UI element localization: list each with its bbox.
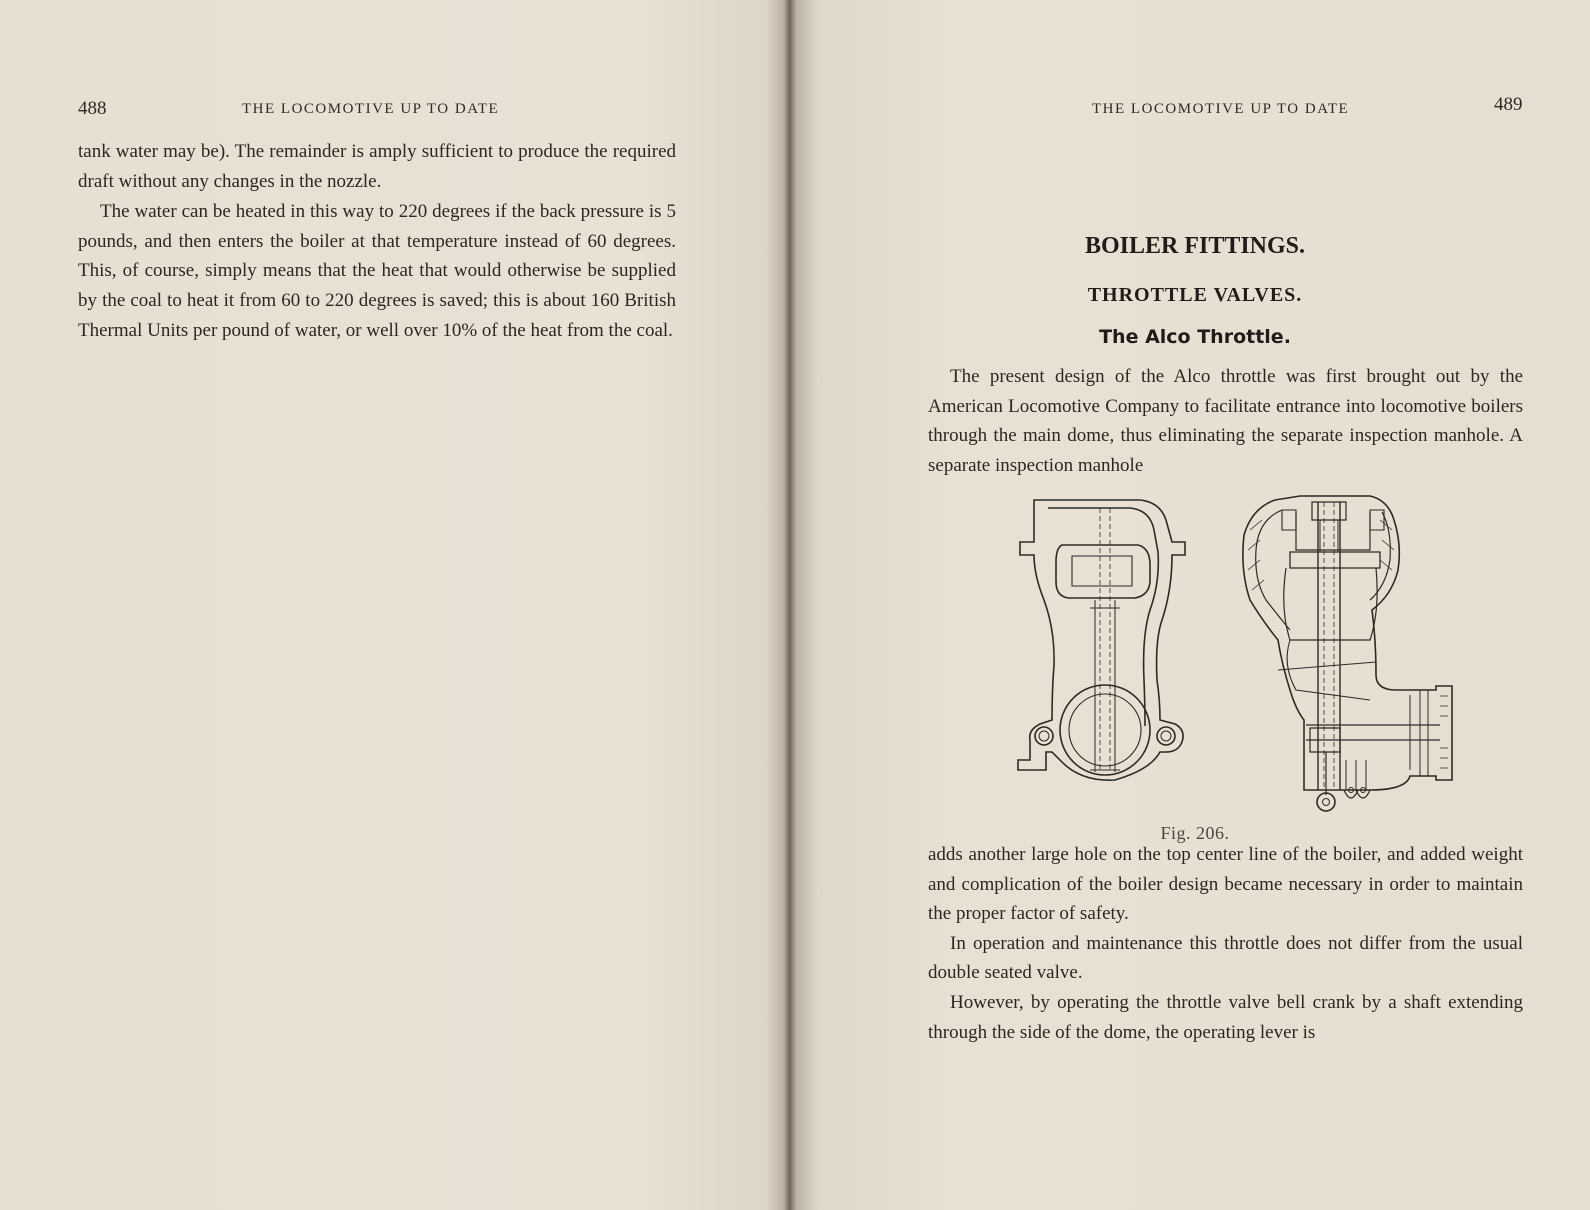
left-page <box>0 0 785 1210</box>
running-head: THE LOCOMOTIVE UP TO DATE <box>242 101 500 117</box>
paragraph: tank water may be). The remainder is amply sufficient to produce the required draft without any changes in the nozzle. <box>78 141 676 192</box>
minor-heading: The Alco Throttle. <box>1099 326 1291 348</box>
section-heading: BOILER FITTINGS. <box>1084 233 1306 259</box>
paragraph: The present design of the Alco throttle was first brought out by the American Locomotive Company to facilitate entrance into locomotive boilers through the main dome, thus eliminating the separate inspection manhole. A separate inspection manhole <box>928 366 1523 476</box>
subsection-heading: THROTTLE VALVES. <box>1087 284 1303 306</box>
throttle-valve-figure <box>1000 490 1460 820</box>
right-body-text-top <box>928 362 1523 480</box>
paragraph: In operation and maintenance this throttle does not differ from the usual double seated valve. <box>928 932 1523 984</box>
right-body-text-bottom <box>928 840 1523 1047</box>
paragraph: The water can be heated in this way to 220 degrees if the back pressure is 5 pounds, and then enters the boiler at that temperature instead of 60 degrees. This, of course, simply means that the heat that would otherwise be supplied by the coal to heat it from 60 to 220 degrees is saved; this is about 160 British Thermal Units per pound of water, or well over 10% of the heat from the coal. <box>78 201 676 341</box>
left-body-text <box>78 137 676 345</box>
paragraph: However, by operating the throttle valve bell crank by a shaft extending through the side of the dome, the operating lever is <box>928 991 1523 1043</box>
running-head: THE LOCOMOTIVE UP TO DATE <box>1092 101 1350 117</box>
paragraph: adds another large hole on the top center line of the boiler, and added weight and complication of the boiler design became necessary in order to maintain the proper factor of safety. <box>928 844 1523 925</box>
right-page <box>800 0 1590 1210</box>
figure-caption: Fig. 206. <box>1160 823 1230 843</box>
page-number: 488 <box>78 98 107 119</box>
page-number: 489 <box>1494 94 1523 115</box>
